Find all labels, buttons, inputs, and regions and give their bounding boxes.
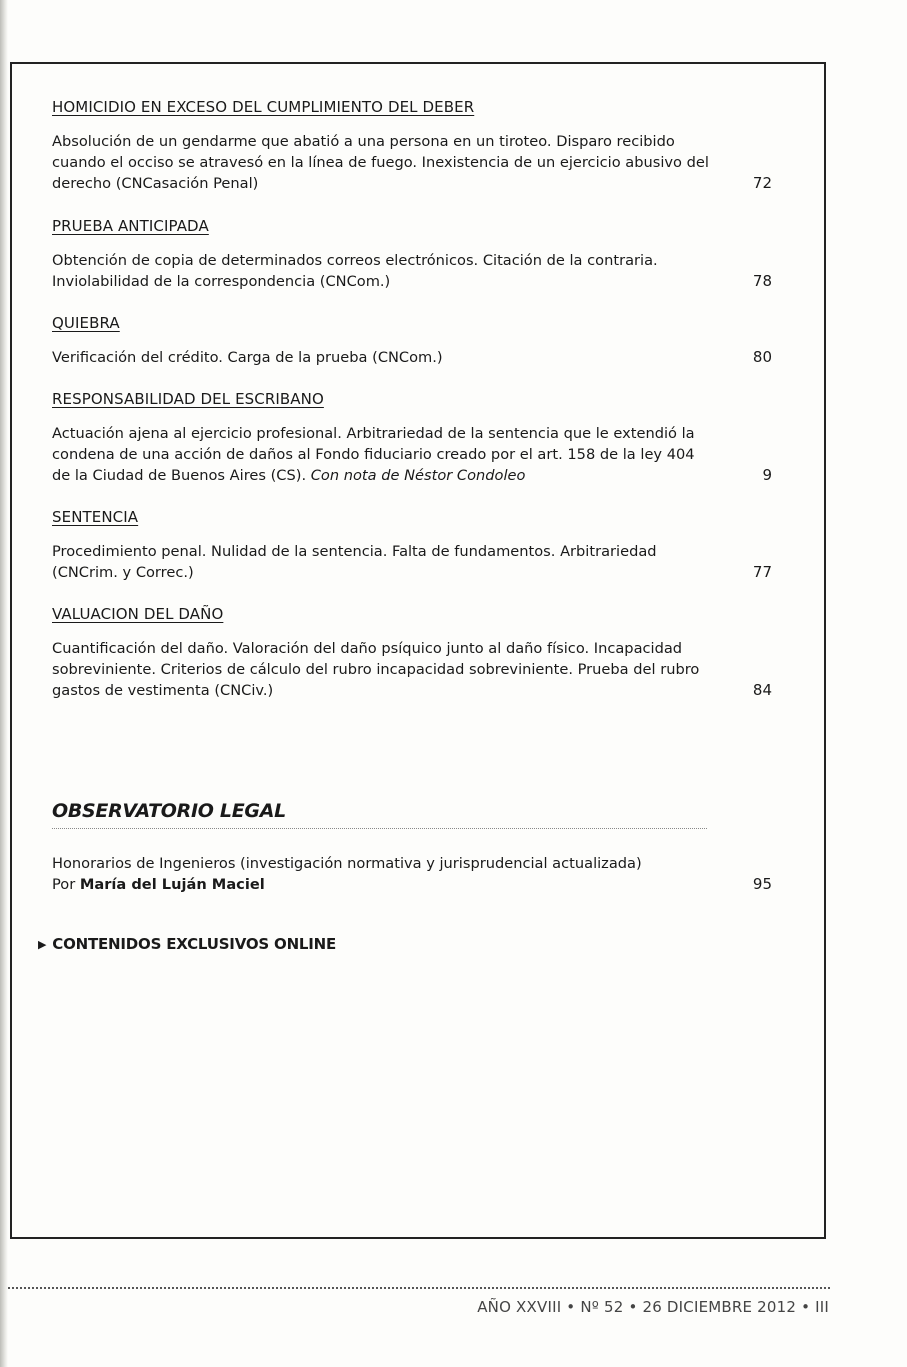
index-entry xyxy=(52,603,774,701)
section-title: OBSERVATORIO LEGAL xyxy=(52,800,286,822)
entry-note: Con nota de Néstor Condoleo xyxy=(310,467,526,484)
footer-divider xyxy=(8,1287,830,1289)
scan-edge xyxy=(0,0,8,1367)
entry-page: 78 xyxy=(752,272,772,290)
entry-page: 95 xyxy=(752,875,772,893)
entry-heading: VALUACION DEL DAÑO xyxy=(52,605,224,623)
entry-page: 80 xyxy=(752,348,772,366)
index-entry xyxy=(52,312,774,368)
observatorio-text: Honorarios de Ingenieros (investigación normativa y jurisprudencial actualizada) xyxy=(52,855,642,872)
entry-heading: RESPONSABILIDAD DEL ESCRIBANO xyxy=(52,390,324,408)
index-entries xyxy=(52,96,774,701)
entry-page: 77 xyxy=(752,563,772,581)
entry-description: Obtención de copia de determinados correos electrónicos. Citación de la contraria. Inviolabilidad de la correspondencia (CNCom.) xyxy=(52,252,658,290)
observatorio-description xyxy=(52,853,712,895)
observatorio-entry xyxy=(52,853,774,895)
index-entry xyxy=(52,388,774,486)
triangle-right-icon: ▶ xyxy=(38,938,47,951)
section-divider xyxy=(52,828,707,829)
entry-description: Absolución de un gendarme que abatió a una persona en un tiroteo. Disparo recibido cuando el occiso se atravesó en la línea de fuego. Inexistencia de un ejercicio abusivo del derecho (CNCasación Penal) xyxy=(52,133,709,192)
author-prefix: Por xyxy=(52,876,76,893)
entry-description xyxy=(52,423,712,486)
entry-heading: QUIEBRA xyxy=(52,314,120,332)
online-contents-link[interactable] xyxy=(38,935,336,953)
entry-heading: PRUEBA ANTICIPADA xyxy=(52,217,209,235)
index-entry xyxy=(52,506,774,583)
entry-page: 72 xyxy=(752,174,772,192)
entry-heading: SENTENCIA xyxy=(52,508,139,526)
entry-page: 9 xyxy=(762,466,772,484)
entry-description: Verificación del crédito. Carga de la prueba (CNCom.) xyxy=(52,349,443,366)
entry-description: Cuantificación del daño. Valoración del daño psíquico junto al daño físico. Incapacidad sobreviniente. Criterios de cálculo del rubro incapacidad sobreviniente. Prueba del rubro gastos de vestimenta (CNCiv.) xyxy=(52,640,700,699)
entry-description-text: Actuación ajena al ejercicio profesional. Arbitrariedad de la sentencia que le extendió la condena de una acción de daños al Fondo fiduciario creado por el art. 158 de la ley 404 de la Ciudad de Buenos Aires (CS). xyxy=(52,425,695,484)
entry-description: Procedimiento penal. Nulidad de la sentencia. Falta de fundamentos. Arbitrariedad (CNCrim. y Correc.) xyxy=(52,543,657,581)
author-name: María del Luján Maciel xyxy=(79,876,265,893)
index-entry xyxy=(52,215,774,292)
index-entry xyxy=(52,96,774,194)
page-footer: AÑO XXVIII • Nº 52 • 26 DICIEMBRE 2012 • III xyxy=(477,1298,829,1316)
online-contents-label: CONTENIDOS EXCLUSIVOS ONLINE xyxy=(52,935,337,953)
entry-heading: HOMICIDIO EN EXCESO DEL CUMPLIMIENTO DEL DEBER xyxy=(52,98,475,116)
entry-page: 84 xyxy=(752,681,772,699)
